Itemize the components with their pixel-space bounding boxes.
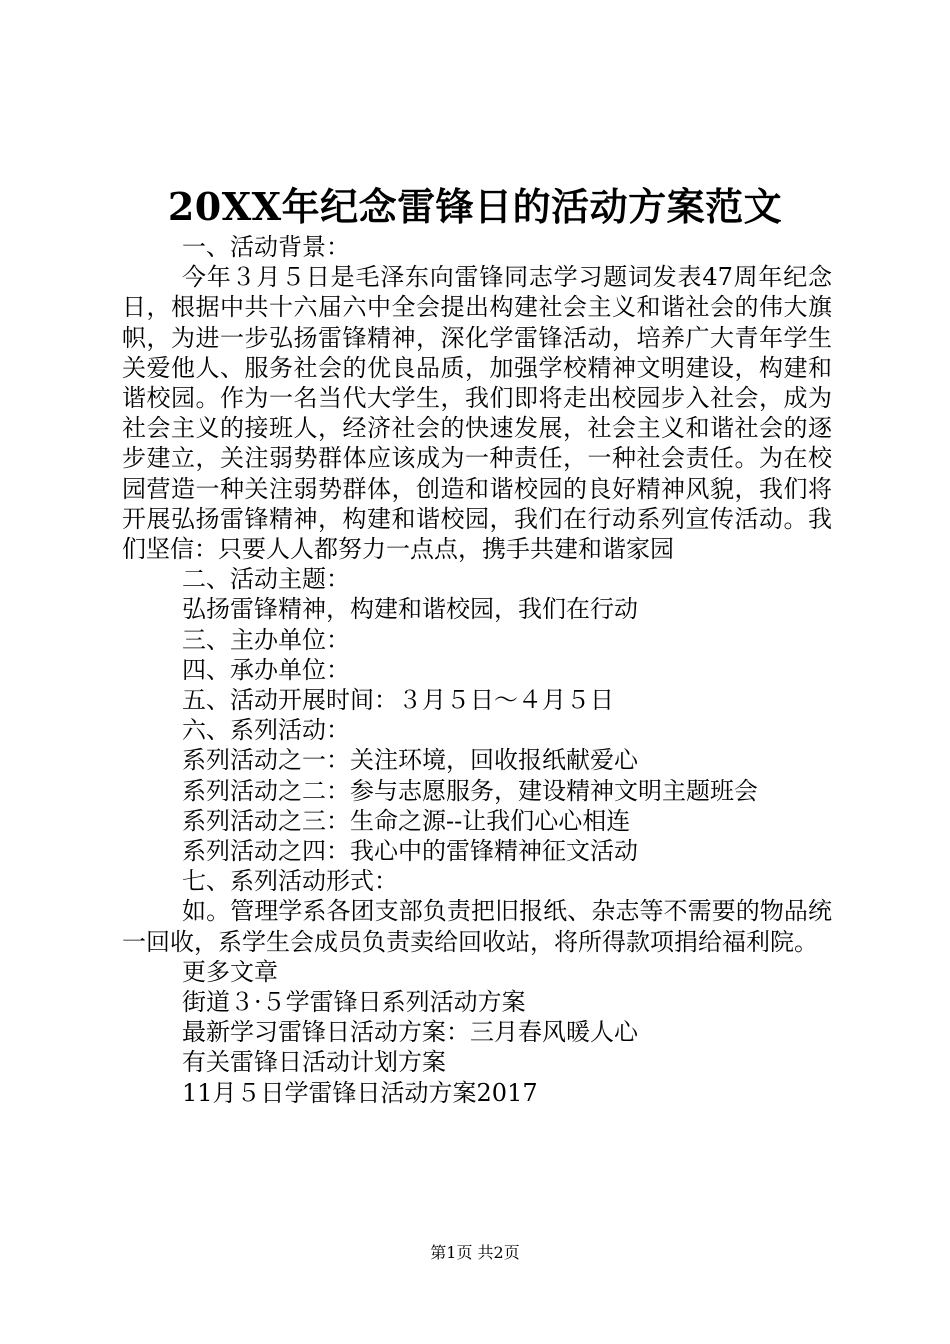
more-article-link[interactable]: 11月５日学雷锋日活动方案2017 — [182, 1078, 538, 1107]
more-articles-heading: 更多文章 — [182, 957, 278, 986]
form-paragraph: 如。管理学系各团支部负责把旧报纸、杂志等不需要的物品统一回收，系学生会成员负责卖给回收站，将所得款项捐给福利院。 — [122, 897, 832, 956]
section-heading-series: 六、系列活动： — [182, 716, 350, 745]
series-item: 系列活动之三：生命之源--让我们心心相连 — [182, 806, 631, 835]
series-item: 系列活动之四：我心中的雷锋精神征文活动 — [182, 837, 638, 866]
page-footer: 第1页 共2页 — [430, 1243, 520, 1262]
section-heading-time: 五、活动开展时间：３月５日～４月５日 — [182, 686, 614, 715]
document-title: 20XX年纪念雷锋日的活动方案范文 — [167, 184, 783, 229]
series-item: 系列活动之一：关注环境，回收报纸献爱心 — [182, 746, 638, 775]
section-heading-theme: 二、活动主题： — [182, 565, 350, 594]
section-heading-co-organizer: 四、承办单位： — [182, 655, 350, 684]
section-heading-organizer: 三、主办单位： — [182, 625, 350, 654]
theme-text: 弘扬雷锋精神，构建和谐校园，我们在行动 — [182, 595, 638, 624]
background-paragraph: 今年３月５日是毛泽东向雷锋同志学习题词发表47周年纪念日，根据中共十六届六中全会提出构建社会主义和谐社会的伟大旗帜，为进一步弘扬雷锋精神，深化学雷锋活动，培养广大青年学生关爱他人、服务社会的优良品质，加强学校精神文明建设，构建和谐校园。作为一名当代大学生，我们即将走出校园步入社会，成为社会主义的接班人，经济社会的快速发展，社会主义和谐社会的逐步建立，关注弱势群体应该成为一种责任，一种社会责任。为在校园营造一种关注弱势群体，创造和谐校园的良好精神风貌，我们将开展弘扬雷锋精神，构建和谐校园，我们在行动系列宣传活动。我们坚信：只要人人都努力一点点，携手共建和谐家园 — [122, 263, 832, 564]
more-article-link[interactable]: 有关雷锋日活动计划方案 — [182, 1048, 446, 1077]
series-item: 系列活动之二：参与志愿服务，建设精神文明主题班会 — [182, 776, 758, 805]
section-heading-background: 一、活动背景： — [182, 233, 350, 261]
more-article-link[interactable]: 最新学习雷锋日活动方案：三月春风暖人心 — [182, 1018, 638, 1047]
document-body — [122, 232, 832, 1108]
section-heading-form: 七、系列活动形式： — [182, 867, 398, 896]
more-article-link[interactable]: 街道３·５学雷锋日系列活动方案 — [182, 988, 526, 1017]
